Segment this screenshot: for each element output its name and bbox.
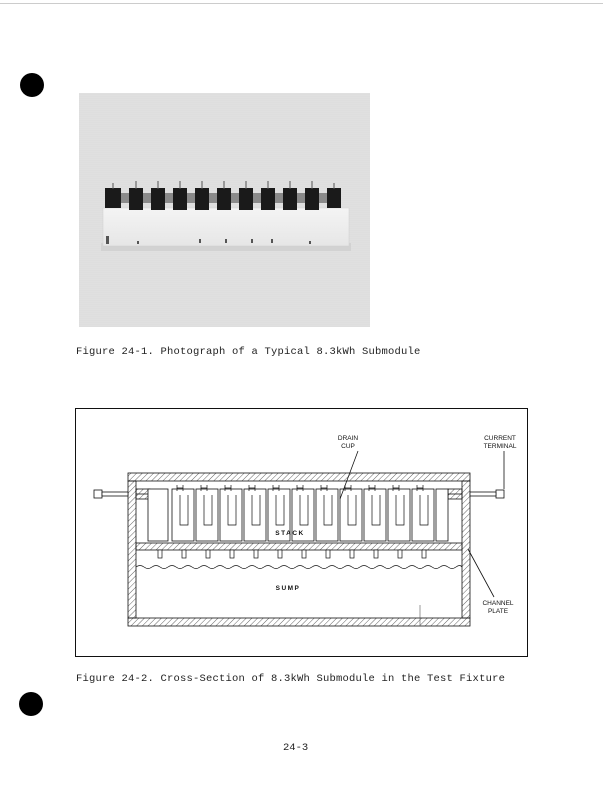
submodule-photo-image — [79, 93, 370, 327]
punch-hole-top — [20, 73, 44, 97]
submodule-cross-section-diagram — [75, 408, 528, 657]
left-terminal — [94, 489, 150, 499]
channel-plate-label-line2: PLATE — [487, 608, 509, 615]
channel-plate-label-line1: CHANNEL — [482, 600, 514, 607]
current-terminal-label-line1: CURRENT — [484, 435, 516, 442]
current-terminal-label-line2: TERMINAL — [483, 443, 517, 450]
figure-24-1-caption: Figure 24-1. Photograph of a Typical 8.3kWh Submodule — [76, 346, 421, 358]
stack-label: STACK — [275, 530, 305, 537]
drain-cup-label-line1: DRAIN — [337, 435, 359, 442]
right-terminal — [448, 489, 504, 499]
sump-surface — [136, 566, 462, 569]
drain-cup-label-line2: CUP — [341, 443, 355, 450]
right-wall — [462, 481, 470, 618]
figure-24-2-caption: Figure 24-2. Cross-Section of 8.3kWh Submodule in the Test Fixture — [76, 673, 506, 685]
channel-plate — [136, 543, 462, 550]
bottom-plate — [128, 618, 470, 626]
sump-label: SUMP — [275, 585, 301, 592]
cross-section-drawing — [76, 409, 529, 658]
top-edge-rule — [0, 3, 603, 4]
left-wall — [128, 481, 136, 618]
drain-tubes — [158, 550, 426, 558]
submodule-photograph — [79, 93, 370, 327]
top-lid — [128, 473, 470, 481]
page-number: 24-3 — [283, 742, 309, 754]
punch-hole-bottom — [19, 692, 43, 716]
